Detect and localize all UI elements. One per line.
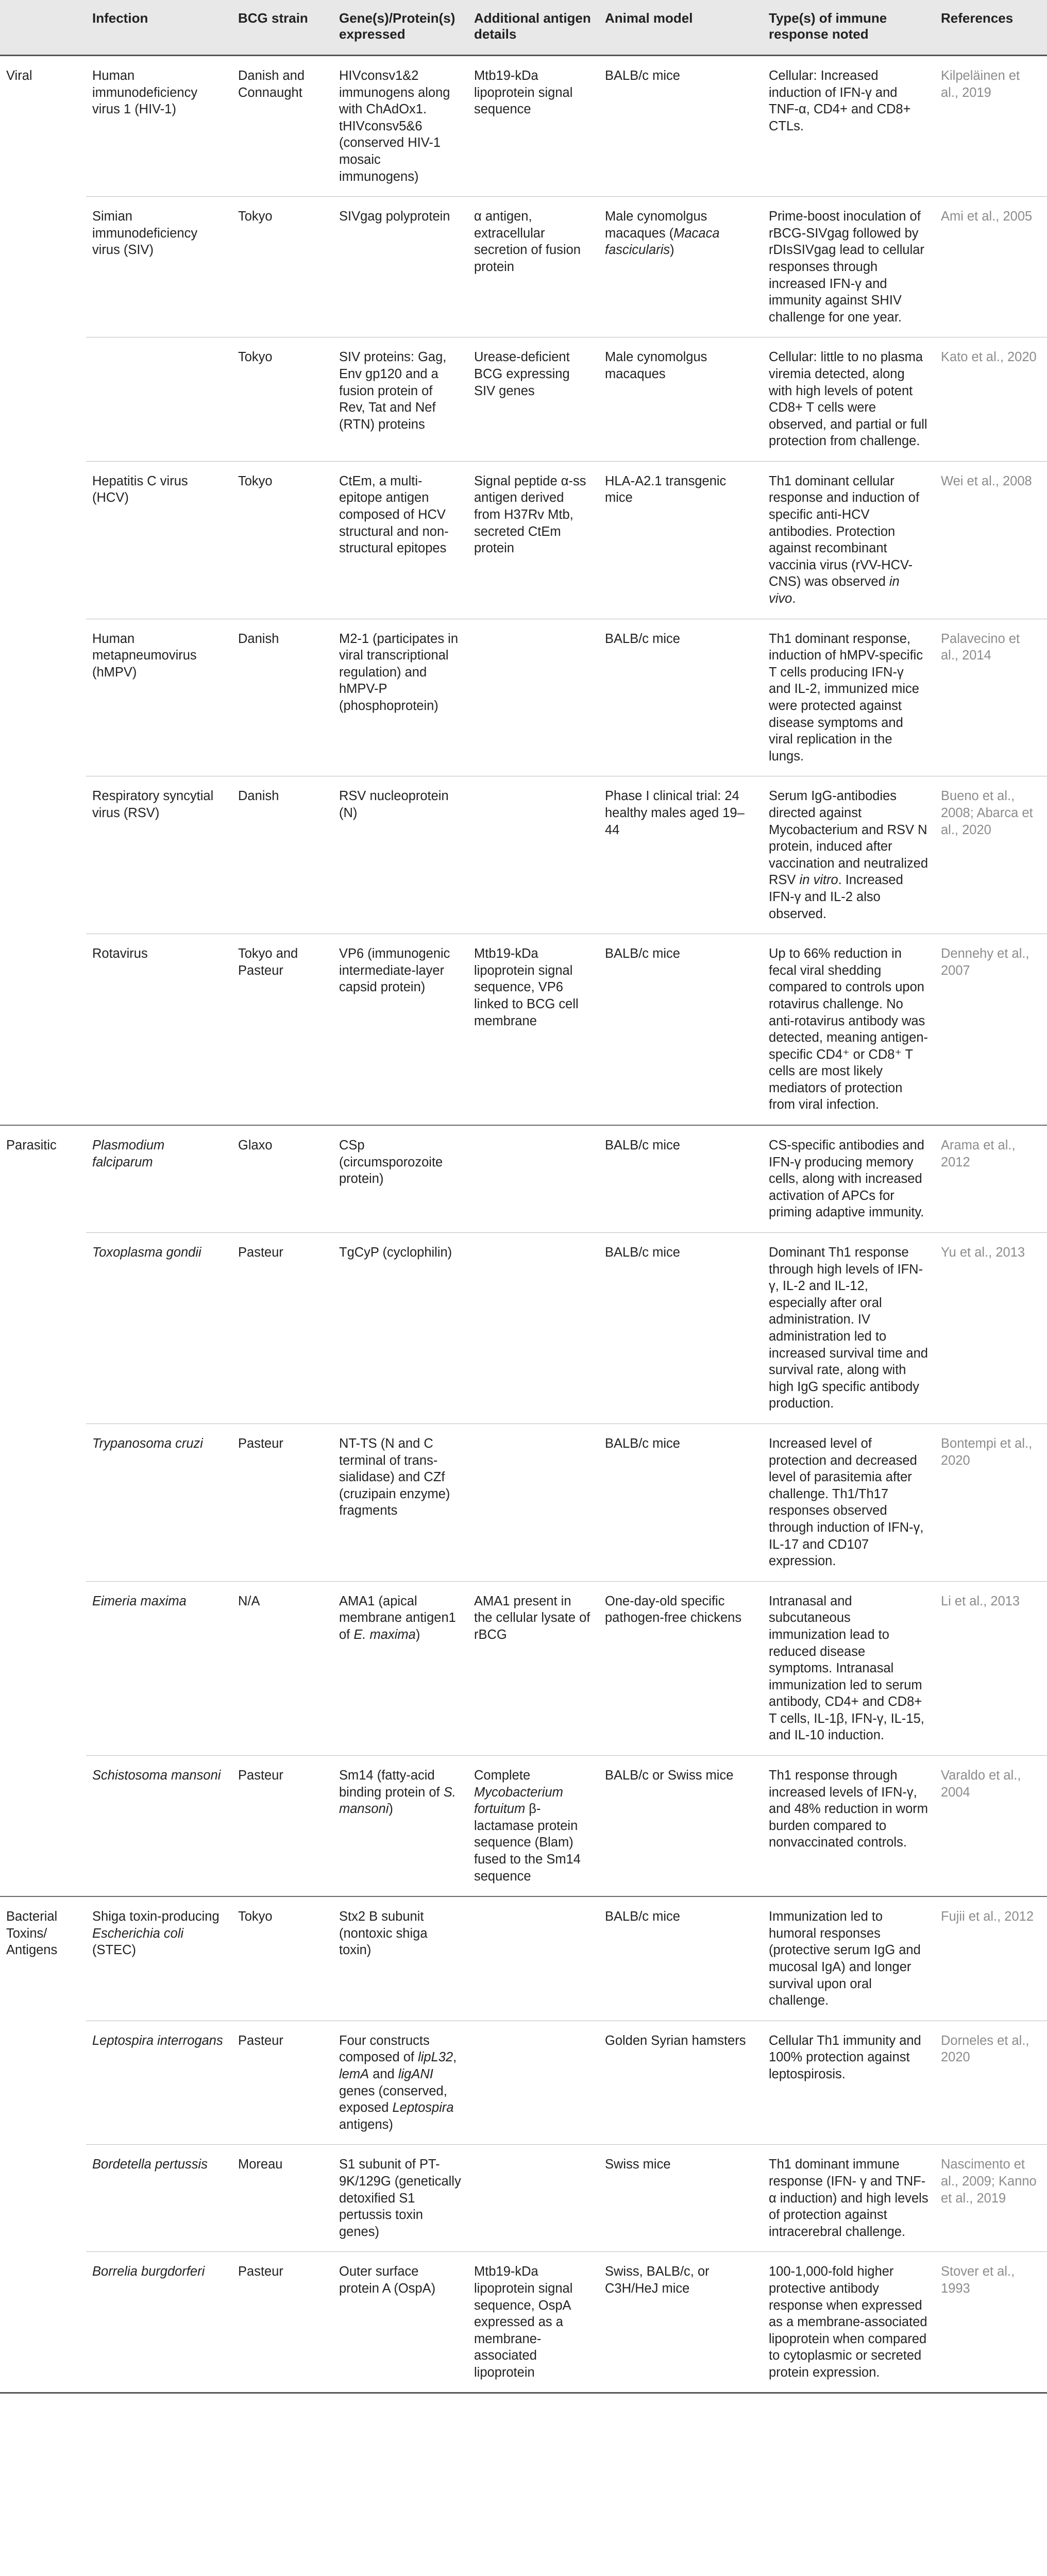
bcg-strain-cell: Tokyo <box>232 337 333 462</box>
references-cell: Kato et al., 2020 <box>935 337 1047 462</box>
bcg-strain-cell: Danish and Connaught <box>232 56 333 197</box>
gene-cell: Four constructs composed of lipL32, lemA and ligANI genes (conserved, exposed Leptospira antigens) <box>333 2021 468 2145</box>
table-row <box>0 461 1047 619</box>
category-cell: Viral <box>0 56 86 1126</box>
animal-model-cell: Male cynomolgus macaques <box>599 337 763 462</box>
immune-response-cell: Prime-boost inoculation of rBCG-SIVgag followed by rDIsSIVgag lead to cellular responses through increased IFN-γ and immunity against SHIV challenge for one year. <box>763 197 935 337</box>
table-row <box>0 1233 1047 1424</box>
animal-model-cell: BALB/c or Swiss mice <box>599 1756 763 1897</box>
bcg-strain-cell: Tokyo <box>232 461 333 619</box>
immune-response-cell: Up to 66% reduction in fecal viral shedding compared to controls upon rotavirus challenge. No anti-rotavirus antibody was detected, meaning antigen-specific CD4⁺ or CD8⁺ T cells are most likely mediators of protection from viral infection. <box>763 934 935 1125</box>
immune-response-cell: Serum IgG-antibodies directed against Mycobacterium and RSV N protein, induced after vaccination and neutralized RSV in vitro. Increased IFN-γ and IL-2 also observed. <box>763 776 935 934</box>
animal-model-cell: Male cynomolgus macaques (Macaca fascicularis) <box>599 197 763 337</box>
antigen-cell: Mtb19-kDa lipoprotein signal sequence <box>468 56 599 197</box>
gene-cell: CSp (circumsporozoite protein) <box>333 1125 468 1232</box>
header-genes: Gene(s)/Protein(s) expressed <box>333 0 468 56</box>
infection-cell: Schistosoma mansoni <box>86 1756 232 1897</box>
infection-cell: Trypanosoma cruzi <box>86 1423 232 1581</box>
references-cell: Bontempi et al., 2020 <box>935 1423 1047 1581</box>
animal-model-cell: Golden Syrian hamsters <box>599 2021 763 2145</box>
references-cell: Dennehy et al., 2007 <box>935 934 1047 1125</box>
immune-response-cell: Immunization led to humoral responses (protective serum IgG and mucosal IgA) and longer survival upon oral challenge. <box>763 1896 935 2021</box>
table-body <box>0 56 1047 2393</box>
bcg-strain-cell: Tokyo <box>232 1896 333 2021</box>
infection-cell: Human immunodeficiency virus 1 (HIV-1) <box>86 56 232 197</box>
table-row <box>0 776 1047 934</box>
table-row <box>0 56 1047 197</box>
animal-model-cell: BALB/c mice <box>599 1896 763 2021</box>
gene-cell: SIVgag polyprotein <box>333 197 468 337</box>
bcg-strain-cell: Tokyo and Pasteur <box>232 934 333 1125</box>
gene-cell: VP6 (immunogenic intermediate-layer capsid protein) <box>333 934 468 1125</box>
immune-response-cell: Increased level of protection and decreased level of parasitemia after challenge. Th1/Th17 responses observed through induction of IFN-γ, IL-17 and CD107 expression. <box>763 1423 935 1581</box>
table-row <box>0 1581 1047 1755</box>
gene-cell: SIV proteins: Gag, Env gp120 and a fusion protein of Rev, Tat and Nef (RTN) proteins <box>333 337 468 462</box>
references-cell: Arama et al., 2012 <box>935 1125 1047 1232</box>
references-cell: Stover et al., 1993 <box>935 2252 1047 2393</box>
header-bcg-strain: BCG strain <box>232 0 333 56</box>
bcg-strain-cell: Pasteur <box>232 1233 333 1424</box>
antigen-cell <box>468 1423 599 1581</box>
antigen-cell <box>468 1233 599 1424</box>
table-row <box>0 1423 1047 1581</box>
immune-response-cell: Intranasal and subcutaneous immunization lead to reduced disease symptoms. Intranasal immunization led to serum antibody, CD4+ and CD8+ T cells, IL-1β, IFN-γ, IL-15, and IL-10 induction. <box>763 1581 935 1755</box>
gene-cell: Stx2 B subunit (nontoxic shiga toxin) <box>333 1896 468 2021</box>
header-animal-model: Animal model <box>599 0 763 56</box>
infection-cell: Human metapneumovirus (hMPV) <box>86 619 232 776</box>
antigen-cell <box>468 2145 599 2252</box>
references-cell: Varaldo et al., 2004 <box>935 1756 1047 1897</box>
references-cell: Yu et al., 2013 <box>935 1233 1047 1424</box>
antigen-cell <box>468 1896 599 2021</box>
table-row <box>0 1896 1047 2021</box>
immune-response-cell: Th1 dominant cellular response and induction of specific anti-HCV antibodies. Protection against recombinant vaccinia virus (rVV-HCV-CNS) was observed in vivo. <box>763 461 935 619</box>
infection-cell: Hepatitis C virus (HCV) <box>86 461 232 619</box>
references-cell: Bueno et al., 2008; Abarca et al., 2020 <box>935 776 1047 934</box>
gene-cell: Outer surface protein A (OspA) <box>333 2252 468 2393</box>
antigen-cell: α antigen, extracellular secretion of fusion protein <box>468 197 599 337</box>
animal-model-cell: Phase I clinical trial: 24 healthy males aged 19–44 <box>599 776 763 934</box>
table-row <box>0 2252 1047 2393</box>
antigen-cell <box>468 1125 599 1232</box>
antigen-cell: Urease-deficient BCG expressing SIV genes <box>468 337 599 462</box>
references-cell: Wei et al., 2008 <box>935 461 1047 619</box>
animal-model-cell: One-day-old specific pathogen-free chickens <box>599 1581 763 1755</box>
table-row <box>0 1125 1047 1232</box>
bcg-strain-cell: Glaxo <box>232 1125 333 1232</box>
gene-cell: Sm14 (fatty-acid binding protein of S. mansoni) <box>333 1756 468 1897</box>
animal-model-cell: BALB/c mice <box>599 1423 763 1581</box>
immune-response-cell: CS-specific antibodies and IFN-γ producing memory cells, along with increased activation of APCs for priming adaptive immunity. <box>763 1125 935 1232</box>
header-immune-response: Type(s) of immune response noted <box>763 0 935 56</box>
gene-cell: NT-TS (N and C terminal of trans-sialidase) and CZf (cruzipain enzyme) fragments <box>333 1423 468 1581</box>
antigen-cell <box>468 619 599 776</box>
infection-cell: Respiratory syncytial virus (RSV) <box>86 776 232 934</box>
infection-cell: Simian immunodeficiency virus (SIV) <box>86 197 232 337</box>
category-cell: Bacterial Toxins/ Antigens <box>0 1896 86 2393</box>
animal-model-cell: BALB/c mice <box>599 56 763 197</box>
immune-response-cell: 100-1,000-fold higher protective antibody response when expressed as a membrane-associated lipoprotein when compared to cytoplasmic or secreted protein expression. <box>763 2252 935 2393</box>
references-cell: Li et al., 2013 <box>935 1581 1047 1755</box>
table-row <box>0 2021 1047 2145</box>
animal-model-cell: HLA-A2.1 transgenic mice <box>599 461 763 619</box>
immune-response-cell: Cellular Th1 immunity and 100% protection against leptospirosis. <box>763 2021 935 2145</box>
table-row <box>0 619 1047 776</box>
gene-cell: AMA1 (apical membrane antigen1 of E. maxima) <box>333 1581 468 1755</box>
table-row <box>0 337 1047 462</box>
references-cell: Palavecino et al., 2014 <box>935 619 1047 776</box>
bcg-strain-cell: Pasteur <box>232 1756 333 1897</box>
infection-cell: Plasmodium falciparum <box>86 1125 232 1232</box>
animal-model-cell: BALB/c mice <box>599 934 763 1125</box>
antigen-cell <box>468 776 599 934</box>
bcg-strain-cell: Danish <box>232 776 333 934</box>
references-cell: Nascimento et al., 2009; Kanno et al., 2019 <box>935 2145 1047 2252</box>
header-category <box>0 0 86 56</box>
immune-response-cell: Cellular: little to no plasma viremia detected, along with high levels of potent CD8+ T cells were observed, and partial or full protection from challenge. <box>763 337 935 462</box>
gene-cell: RSV nucleoprotein (N) <box>333 776 468 934</box>
references-cell: Dorneles et al., 2020 <box>935 2021 1047 2145</box>
gene-cell: S1 subunit of PT-9K/129G (genetically detoxified S1 pertussis toxin genes) <box>333 2145 468 2252</box>
animal-model-cell: BALB/c mice <box>599 619 763 776</box>
animal-model-cell: BALB/c mice <box>599 1125 763 1232</box>
infection-cell: Shiga toxin-producing Escherichia coli (STEC) <box>86 1896 232 2021</box>
header-row <box>0 0 1047 56</box>
table-row <box>0 197 1047 337</box>
antigen-cell: Mtb19-kDa lipoprotein signal sequence, OspA expressed as a membrane-associated lipoprotein <box>468 2252 599 2393</box>
infection-cell: Leptospira interrogans <box>86 2021 232 2145</box>
infection-cell: Rotavirus <box>86 934 232 1125</box>
references-cell: Ami et al., 2005 <box>935 197 1047 337</box>
bcg-strain-cell: Pasteur <box>232 2021 333 2145</box>
header-infection: Infection <box>86 0 232 56</box>
gene-cell: CtEm, a multi-epitope antigen composed of HCV structural and non-structural epitopes <box>333 461 468 619</box>
animal-model-cell: Swiss, BALB/c, or C3H/HeJ mice <box>599 2252 763 2393</box>
category-cell: Parasitic <box>0 1125 86 1896</box>
immune-response-cell: Dominant Th1 response through high levels of IFN-γ, IL-2 and IL-12, especially after oral administration. IV administration led to increased survival time and survival rate, along with high IgG specific antibody production. <box>763 1233 935 1424</box>
header-references: References <box>935 0 1047 56</box>
infection-cell: Eimeria maxima <box>86 1581 232 1755</box>
animal-model-cell: BALB/c mice <box>599 1233 763 1424</box>
animal-model-cell: Swiss mice <box>599 2145 763 2252</box>
antigen-cell: Mtb19-kDa lipoprotein signal sequence, VP6 linked to BCG cell membrane <box>468 934 599 1125</box>
immune-response-cell: Cellular: Increased induction of IFN-γ and TNF-α, CD4+ and CD8+ CTLs. <box>763 56 935 197</box>
infection-cell: Borrelia burgdorferi <box>86 2252 232 2393</box>
bcg-strain-cell: Pasteur <box>232 2252 333 2393</box>
antigen-cell: AMA1 present in the cellular lysate of rBCG <box>468 1581 599 1755</box>
bcg-strain-cell: Pasteur <box>232 1423 333 1581</box>
infection-cell: Bordetella pertussis <box>86 2145 232 2252</box>
references-cell: Kilpeläinen et al., 2019 <box>935 56 1047 197</box>
antigen-cell: Signal peptide α-ss antigen derived from H37Rv Mtb, secreted CtEm protein <box>468 461 599 619</box>
gene-cell: TgCyP (cyclophilin) <box>333 1233 468 1424</box>
header-antigen-details: Additional antigen details <box>468 0 599 56</box>
infection-cell: Toxoplasma gondii <box>86 1233 232 1424</box>
antigen-cell <box>468 2021 599 2145</box>
infection-cell <box>86 337 232 462</box>
table-row <box>0 2145 1047 2252</box>
immune-response-cell: Th1 response through increased levels of IFN-γ, and 48% reduction in worm burden compared to nonvaccinated controls. <box>763 1756 935 1897</box>
antigen-cell: Complete Mycobacterium fortuitum β-lactamase protein sequence (Blam) fused to the Sm14 sequence <box>468 1756 599 1897</box>
immune-response-cell: Th1 dominant response, induction of hMPV-specific T cells producing IFN-γ and IL-2, immunized mice were protected against disease symptoms and viral replication in the lungs. <box>763 619 935 776</box>
bcg-strain-cell: Tokyo <box>232 197 333 337</box>
immune-response-cell: Th1 dominant immune response (IFN- γ and TNF-α induction) and high levels of protection against intracerebral challenge. <box>763 2145 935 2252</box>
gene-cell: M2-1 (participates in viral transcriptional regulation) and hMPV-P (phosphoprotein) <box>333 619 468 776</box>
bcg-strain-cell: N/A <box>232 1581 333 1755</box>
bcg-strain-cell: Moreau <box>232 2145 333 2252</box>
bcg-strain-cell: Danish <box>232 619 333 776</box>
table-row <box>0 1756 1047 1897</box>
table-row <box>0 934 1047 1125</box>
gene-cell: HIVconsv1&2 immunogens along with ChAdOx1. tHIVconsv5&6 (conserved HIV-1 mosaic immunogens) <box>333 56 468 197</box>
references-cell: Fujii et al., 2012 <box>935 1896 1047 2021</box>
